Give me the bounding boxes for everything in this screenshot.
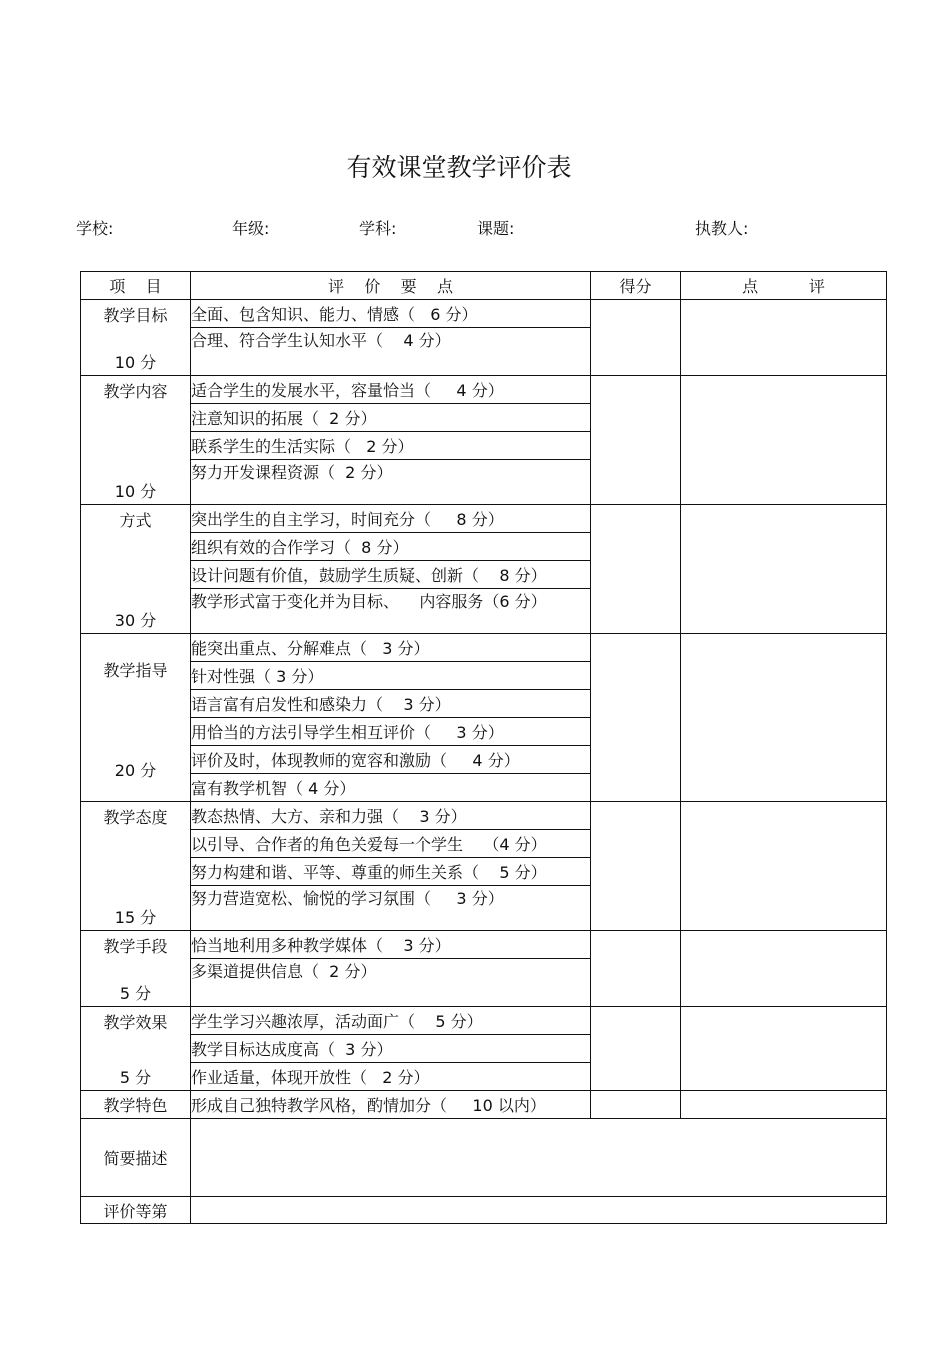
score-cell[interactable] <box>591 376 681 505</box>
criterion: 合理、符合学生认知水平（ 4 分） <box>191 328 591 376</box>
comment-cell[interactable] <box>681 634 887 802</box>
criterion: 努力构建和谐、平等、尊重的师生关系（ 5 分） <box>191 858 591 886</box>
criterion: 努力开发课程资源（ 2 分） <box>191 460 591 505</box>
category-name: 教学目标 <box>103 306 168 325</box>
comment-cell[interactable] <box>681 1007 887 1091</box>
criterion: 教学形式富于变化并为目标、 内容服务（6 分） <box>191 589 591 634</box>
comment-cell[interactable] <box>681 376 887 505</box>
header-comment: 点 评 <box>681 272 887 300</box>
header-score: 得分 <box>591 272 681 300</box>
table-row <box>81 376 887 404</box>
subject-label: 学科: <box>359 219 397 238</box>
grade-level-field[interactable] <box>191 1197 887 1224</box>
category-name: 教学指导 <box>103 661 168 680</box>
category-cell <box>81 931 191 1007</box>
category-points: 10 分 <box>114 482 157 501</box>
category-cell <box>81 300 191 376</box>
criterion: 突出学生的自主学习，时间充分（ 8 分） <box>191 505 591 533</box>
header-item: 项 目 <box>81 272 191 300</box>
score-cell[interactable] <box>591 505 681 634</box>
evaluation-table <box>80 271 887 1224</box>
comment-cell[interactable] <box>681 1091 887 1119</box>
category-name: 教学态度 <box>103 808 168 827</box>
header-points: 评 价 要 点 <box>191 272 591 300</box>
table-row <box>81 1119 887 1197</box>
teacher-label: 执教人: <box>695 219 749 238</box>
category-points: 5 分 <box>119 984 152 1003</box>
grade-level-label: 评价等第 <box>81 1197 191 1224</box>
score-cell[interactable] <box>591 300 681 376</box>
criterion: 恰当地利用多种教学媒体（ 3 分） <box>191 931 591 959</box>
comment-cell[interactable] <box>681 505 887 634</box>
category-name: 方式 <box>119 511 152 530</box>
category-points: 20 分 <box>114 761 157 780</box>
table-row <box>81 1091 887 1119</box>
score-cell[interactable] <box>591 931 681 1007</box>
header-row <box>81 272 887 300</box>
criterion: 注意知识的拓展（ 2 分） <box>191 404 591 432</box>
criterion: 针对性强（ 3 分） <box>191 662 591 690</box>
category-name: 教学手段 <box>103 937 168 956</box>
grade-label: 年级: <box>232 219 270 238</box>
table-row <box>81 1197 887 1224</box>
criterion: 适合学生的发展水平，容量恰当（ 4 分） <box>191 376 591 404</box>
table-row <box>81 505 887 533</box>
category-cell <box>81 1007 191 1091</box>
comment-cell[interactable] <box>681 931 887 1007</box>
criterion: 多渠道提供信息（ 2 分） <box>191 959 591 1007</box>
criterion: 联系学生的生活实际（ 2 分） <box>191 432 591 460</box>
score-cell[interactable] <box>591 634 681 802</box>
comment-cell[interactable] <box>681 802 887 931</box>
table-row <box>81 300 887 328</box>
category-name: 教学效果 <box>103 1013 168 1032</box>
category-points: 15 分 <box>114 908 157 927</box>
criterion: 能突出重点、分解难点（ 3 分） <box>191 634 591 662</box>
score-cell[interactable] <box>591 802 681 931</box>
table-row <box>81 1007 887 1035</box>
category-cell <box>81 1091 191 1119</box>
criterion: 富有教学机智（ 4 分） <box>191 774 591 802</box>
category-name: 教学内容 <box>103 382 168 401</box>
category-cell <box>81 505 191 634</box>
category-name: 教学特色 <box>103 1096 168 1115</box>
school-label: 学校: <box>76 219 114 238</box>
form-title: 有效课堂教学评价表 <box>346 153 572 182</box>
table-row <box>81 634 887 662</box>
table-row <box>81 802 887 830</box>
criterion: 组织有效的合作学习（ 8 分） <box>191 533 591 561</box>
criterion: 努力营造宽松、愉悦的学习氛围（ 3 分） <box>191 886 591 931</box>
criterion: 设计问题有价值，鼓励学生质疑、创新（ 8 分） <box>191 561 591 589</box>
topic-label: 课题: <box>477 219 515 238</box>
category-points: 5 分 <box>119 1068 152 1087</box>
criterion: 教学目标达成度高（ 3 分） <box>191 1035 591 1063</box>
summary-field[interactable] <box>191 1119 887 1197</box>
criterion: 作业适量，体现开放性（ 2 分） <box>191 1063 591 1091</box>
score-cell[interactable] <box>591 1091 681 1119</box>
category-cell <box>81 376 191 505</box>
criterion: 学生学习兴趣浓厚，活动面广（ 5 分） <box>191 1007 591 1035</box>
category-points: 30 分 <box>114 611 157 630</box>
criterion: 用恰当的方法引导学生相互评价（ 3 分） <box>191 718 591 746</box>
score-cell[interactable] <box>591 1007 681 1091</box>
category-points: 10 分 <box>114 353 157 372</box>
criterion: 以引导、合作者的角色关爱每一个学生 （4 分） <box>191 830 591 858</box>
criterion: 形成自己独特教学风格，酌情加分（ 10 以内） <box>191 1091 591 1119</box>
criterion: 评价及时，体现教师的宽容和激励（ 4 分） <box>191 746 591 774</box>
criterion: 教态热情、大方、亲和力强（ 3 分） <box>191 802 591 830</box>
summary-label: 简要描述 <box>81 1119 191 1197</box>
criterion: 全面、包含知识、能力、情感（ 6 分） <box>191 300 591 328</box>
comment-cell[interactable] <box>681 300 887 376</box>
category-cell <box>81 802 191 931</box>
category-cell <box>81 634 191 802</box>
criterion: 语言富有启发性和感染力（ 3 分） <box>191 690 591 718</box>
table-row <box>81 931 887 959</box>
